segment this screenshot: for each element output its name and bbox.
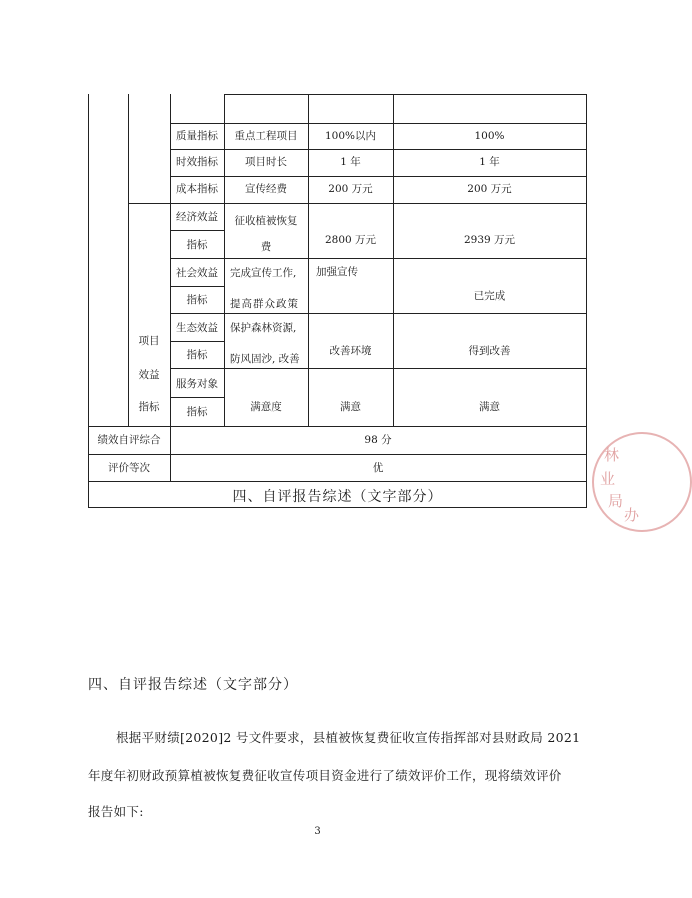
cell-timeliness-indicator: 时效指标 bbox=[176, 156, 218, 168]
cell-social-actual: 已完成 bbox=[473, 290, 506, 302]
cell-timeliness-item: 项目时长 bbox=[245, 156, 287, 168]
cell-economic-actual: 2939 万元 bbox=[463, 234, 516, 246]
cell-social-item-2: 提高群众政策 bbox=[230, 298, 299, 310]
cell-cost-item: 宣传经费 bbox=[245, 183, 287, 195]
cell-ecological-actual: 得到改善 bbox=[468, 345, 511, 357]
cell-cost-indicator: 成本指标 bbox=[176, 183, 218, 195]
category-label-1: 项目 bbox=[138, 335, 160, 347]
table-row-line bbox=[88, 481, 587, 482]
table-col-divider bbox=[224, 94, 225, 426]
cell-service-target: 满意 bbox=[340, 401, 361, 413]
cell-quality-actual: 100% bbox=[474, 130, 505, 142]
cell-economic-item-1: 征收植被恢复 bbox=[234, 215, 298, 227]
grade-label: 评价等次 bbox=[108, 462, 150, 474]
category-label-3: 指标 bbox=[138, 401, 160, 413]
table-row-line bbox=[170, 368, 587, 369]
seal-char: 林 bbox=[604, 446, 620, 464]
seal-char: 办 bbox=[624, 506, 640, 524]
table-row-line bbox=[88, 507, 587, 508]
page-number: 3 bbox=[314, 826, 321, 837]
category-label-2: 效益 bbox=[138, 369, 160, 381]
table-row-line bbox=[170, 313, 587, 314]
cell-social-indicator-2: 指标 bbox=[186, 294, 208, 306]
cell-service-item: 满意度 bbox=[250, 401, 282, 413]
cell-timeliness-target: 1 年 bbox=[340, 156, 361, 168]
overall-score-value: 98 分 bbox=[364, 434, 392, 446]
table-row-line bbox=[170, 149, 587, 150]
cell-economic-indicator-2: 指标 bbox=[186, 239, 208, 251]
section-heading: 四、自评报告综述（文字部分） bbox=[88, 677, 298, 693]
table-border-right bbox=[586, 94, 587, 508]
table-row-line bbox=[170, 258, 587, 259]
cell-service-actual: 满意 bbox=[479, 401, 500, 413]
cell-ecological-indicator-2: 指标 bbox=[186, 349, 208, 361]
table-row-line bbox=[128, 203, 587, 204]
overall-score-label: 绩效自评综合 bbox=[97, 434, 161, 446]
cell-economic-target: 2800 万元 bbox=[324, 234, 377, 246]
cell-social-target: 加强宣传 bbox=[316, 266, 358, 278]
cell-ecological-indicator-1: 生态效益 bbox=[176, 322, 218, 334]
table-col-divider bbox=[308, 94, 309, 426]
table-row-line bbox=[170, 230, 225, 231]
cell-service-indicator-1: 服务对象 bbox=[176, 378, 218, 390]
cell-ecological-item-2: 防风固沙, 改善 bbox=[230, 353, 300, 365]
cell-economic-item-2: 费 bbox=[260, 241, 272, 253]
seal-char: 局 bbox=[608, 492, 624, 510]
grade-value: 优 bbox=[372, 462, 384, 474]
cell-social-item-1: 完成宣传工作, bbox=[230, 267, 297, 279]
table-row-line bbox=[224, 94, 587, 95]
cell-quality-item: 重点工程项目 bbox=[234, 130, 298, 142]
cell-ecological-target: 改善环境 bbox=[329, 345, 372, 357]
table-row-line bbox=[170, 123, 587, 124]
table-section-title: 四、自评报告综述（文字部分） bbox=[232, 489, 443, 505]
table-row-line bbox=[88, 426, 587, 427]
cell-ecological-item-1: 保护森林资源, bbox=[230, 322, 297, 334]
cell-economic-indicator-1: 经济效益 bbox=[176, 211, 218, 223]
paragraph-line-3: 报告如下: bbox=[88, 804, 144, 819]
table-row-line bbox=[170, 286, 225, 287]
table-row-line bbox=[88, 454, 587, 455]
cell-social-indicator-1: 社会效益 bbox=[176, 267, 218, 279]
table-row-line bbox=[170, 397, 225, 398]
cell-quality-target: 100%以内 bbox=[324, 130, 377, 142]
paragraph-line-2: 年度年初财政预算植被恢复费征收宣传项目资金进行了绩效评价工作，现将绩效评价 bbox=[88, 768, 562, 783]
table-row-line bbox=[170, 176, 587, 177]
official-seal bbox=[592, 432, 692, 532]
cell-quality-indicator: 质量指标 bbox=[176, 130, 218, 142]
cell-cost-actual: 200 万元 bbox=[467, 183, 512, 195]
table-row-line bbox=[170, 341, 225, 342]
seal-char: 业 bbox=[600, 470, 616, 488]
paragraph-line-1: 根据平财绩[2020]2 号文件要求，县植被恢复费征收宣传指挥部对县财政局 2021 bbox=[116, 730, 581, 745]
cell-timeliness-actual: 1 年 bbox=[479, 156, 500, 168]
cell-cost-target: 200 万元 bbox=[328, 183, 373, 195]
cell-service-indicator-2: 指标 bbox=[186, 406, 208, 418]
table-col-divider bbox=[393, 94, 394, 426]
